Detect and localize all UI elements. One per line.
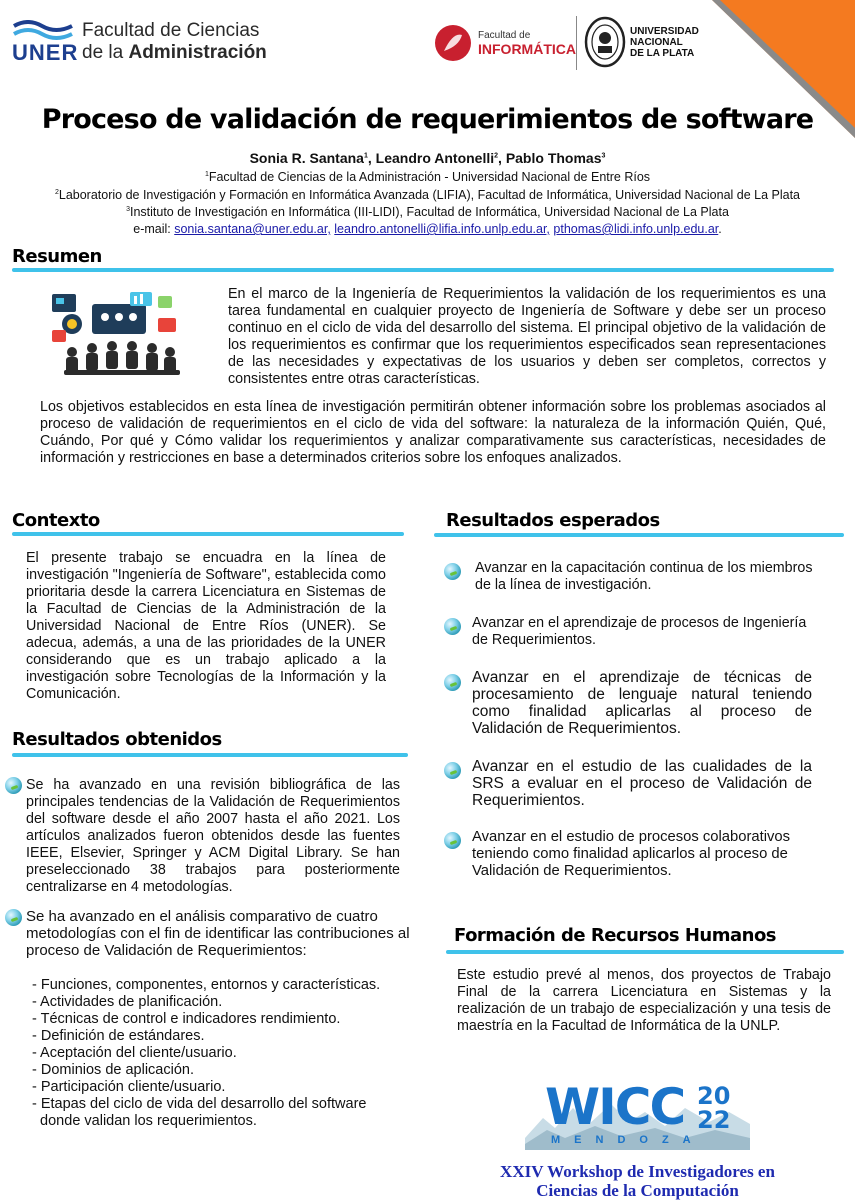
obtenidos-list-item: - Técnicas de control e indicadores rendimiento. <box>32 1011 341 1027</box>
uner-logo <box>12 18 272 68</box>
esperados-item-4: Avanzar en el estudio de las cualidades de la SRS a evaluar en el proceso de Validación de Requerimientos. <box>472 758 812 809</box>
esperados-item-2: Avanzar en el aprendizaje de procesos de Ingeniería de Requerimientos. <box>472 615 807 648</box>
wicc-year-bottom: 22 <box>697 1106 731 1134</box>
unlp-line2: NACIONAL <box>630 37 683 48</box>
email-label: e-mail: <box>133 222 175 236</box>
email-link-3[interactable]: pthomas@lidi.info.unlp.edu.ar <box>553 222 719 236</box>
uner-acronym: UNER <box>12 40 79 65</box>
author-1-sup: 1 <box>363 152 368 160</box>
contexto-text: El presente trabajo se encuadra en la línea de investigación "Ingeniería de Software", establecida como prioritaria desde la carrera Licenciatura en Sistemas de la Facultad de Ciencias de la Administración de la Universidad Nacional de Entre Ríos (UNER). Se adecua, además, a una de las prioridades de la UNER considerando que es un trabajo aplicado a la investigación sobre Tecnologías de la Información y la Comunicación. <box>26 550 386 702</box>
author-2-sup: 2 <box>494 152 499 160</box>
email-line <box>0 222 855 236</box>
esperados-bullet-3-icon <box>444 674 461 691</box>
unlp-logo <box>584 16 704 70</box>
resumen-heading: Resumen <box>12 246 102 267</box>
affiliation-3-sup: 3 <box>126 205 130 213</box>
wicc-logo <box>525 1078 750 1150</box>
affiliation-3-text: Instituto de Investigación en Informática (III-LIDI), Facultad de Informática, Universidad Nacional de La Plata <box>129 205 729 219</box>
uner-line2-bold: Administración <box>128 42 267 63</box>
affiliation-2-sup: 2 <box>54 188 59 196</box>
obtenidos-list-item: donde validan los requerimientos. <box>32 1113 257 1129</box>
wicc-city: MENDOZA <box>551 1134 705 1146</box>
affiliation-1 <box>0 170 855 184</box>
esperados-item-5: Avanzar en el estudio de procesos colaborativos teniendo como finalidad aplicarlos al proceso de Validación de Requerimientos. <box>472 829 791 879</box>
esperados-rule <box>434 533 844 537</box>
formacion-text: Este estudio prevé al menos, dos proyectos de Trabajo Final de la carrera Licenciatura en Sistemas y la realización de un trabajo de especialización y una tesis de maestría en la Facultad de Informática de la UNLP. <box>457 967 831 1034</box>
logo-divider <box>576 16 577 70</box>
wicc-year-top: 20 <box>697 1082 731 1110</box>
esperados-bullet-4-icon <box>444 762 461 779</box>
obtenidos-bullet-1-icon <box>5 777 22 794</box>
fi-line2: INFORMÁTICA <box>478 41 576 57</box>
esperados-bullet-2-icon <box>444 618 461 635</box>
affiliation-1-sup: 1 <box>204 170 209 178</box>
author-3: Pablo Thomas <box>505 150 602 166</box>
author-sep-1: , <box>367 150 376 166</box>
resumen-paragraph-1: En el marco de la Ingeniería de Requerimientos la validación de los requerimientos es una tarea fundamental en cualquier proyecto de Ingeniería de Software y debe ser un proceso continuo en el ciclo de vida del desarrollo del sistema. El principal objetivo de la validación de los requerimientos es confirmar que los requerimientos especificados sean representaciones de las necesidades y expectativas de los usuarios y deben ser completos, correctos y consistentes entre otras características. <box>228 286 826 387</box>
author-1: Sonia R. Santana <box>249 150 364 166</box>
affiliation-3 <box>0 205 855 219</box>
contexto-rule <box>12 532 404 536</box>
obtenidos-bullet-2-icon <box>5 909 22 926</box>
fi-leaf-icon <box>434 24 472 62</box>
fi-logo <box>434 24 574 64</box>
esperados-item-1: Avanzar en la capacitación continua de los miembros de la línea de investigación. <box>475 560 813 593</box>
authors <box>0 150 855 166</box>
obtenidos-list-item: - Actividades de planificación. <box>32 994 223 1010</box>
fi-line1: Facultad de <box>478 30 531 41</box>
poster-title: Proceso de validación de requerimientos de software <box>41 104 814 135</box>
unlp-seal-icon <box>584 16 626 68</box>
obtenidos-list-item: - Aceptación del cliente/usuario. <box>32 1045 237 1061</box>
resumen-rule <box>12 268 834 272</box>
contexto-heading: Contexto <box>12 510 100 531</box>
team-meeting-illustration <box>50 290 190 382</box>
wicc-footer-line2: Ciencias de la Computación <box>536 1181 739 1200</box>
obtenidos-item-1: Se ha avanzado en una revisión bibliográfica de las principales tendencias de la Validación de Requerimientos del software desde el año 2007 hasta el año 2021. Los artículos analizados fueron obtenidos desde las fuentes IEEE, Elsevier, Springer y ACM Digital Library. Se han preseleccionado 38 trabajos para posteriormente centralizarse en 4 metodologías. <box>26 777 400 895</box>
resumen-paragraph-2: Los objetivos establecidos en esta línea de investigación permitirán obtener información sobre los problemas asociados al proceso de validación de requerimientos en el ciclo de vida del software: la naturaleza de la información Quién, Qué, Cuándo, Por qué y Cómo validar los requerimientos y analizar comparativamente sus características, necesidades de información y restricciones en base a determinados criterios sobre los enfoques analizados. <box>40 399 826 466</box>
unlp-line3: DE LA PLATA <box>630 48 695 59</box>
wicc-footer-line1: XXIV Workshop de Investigadores en <box>500 1162 775 1181</box>
formacion-rule <box>446 950 844 954</box>
obtenidos-list-item: - Participación cliente/usuario. <box>32 1079 226 1095</box>
uner-line2-prefix: de la <box>82 42 129 63</box>
author-sep-2: , <box>498 150 506 166</box>
wicc-wordmark: WICC <box>545 1078 685 1136</box>
formacion-heading: Formación de Recursos Humanos <box>454 925 777 946</box>
obtenidos-list-item: - Definición de estándares. <box>32 1028 205 1044</box>
obtenidos-list-item: - Dominios de aplicación. <box>32 1062 194 1078</box>
obtenidos-heading: Resultados obtenidos <box>12 729 222 750</box>
esperados-item-3: Avanzar en el aprendizaje de técnicas de procesamiento de lenguaje natural teniendo como finalidad aplicarlas al proceso de Validación de Requerimientos. <box>472 669 812 737</box>
obtenidos-list-item: - Funciones, componentes, entornos y características. <box>32 977 381 993</box>
uner-line1: Facultad de Ciencias <box>82 20 260 41</box>
email-link-2[interactable]: leandro.antonelli@lifia.info.unlp.edu.ar, <box>334 222 550 236</box>
obtenidos-list <box>32 977 422 1130</box>
affiliation-2 <box>0 188 855 202</box>
esperados-heading: Resultados esperados <box>446 510 660 531</box>
obtenidos-item-2: Se ha avanzado en el análisis comparativo de cuatro metodologías con el fin de identificar las contribuciones al proceso de Validación de Requerimientos: <box>26 908 410 959</box>
author-2: Leandro Antonelli <box>375 150 495 166</box>
uner-line2 <box>82 42 267 64</box>
email-link-1[interactable]: sonia.santana@uner.edu.ar, <box>174 222 331 236</box>
affiliation-1-text: Facultad de Ciencias de la Administración - Universidad Nacional de Entre Ríos <box>208 170 651 184</box>
author-3-sup: 3 <box>601 152 606 160</box>
esperados-bullet-1-icon <box>444 563 461 580</box>
esperados-bullet-5-icon <box>444 832 461 849</box>
obtenidos-list-item: - Etapas del ciclo de vida del desarrollo del software <box>32 1096 367 1112</box>
affiliation-2-text: Laboratorio de Investigación y Formación en Informática Avanzada (LIFIA), Facultad de Informática, Universidad Nacional de La Plata <box>58 188 801 202</box>
unlp-line1: UNIVERSIDAD <box>630 26 699 37</box>
email-end: . <box>718 222 722 236</box>
obtenidos-rule <box>12 753 408 757</box>
